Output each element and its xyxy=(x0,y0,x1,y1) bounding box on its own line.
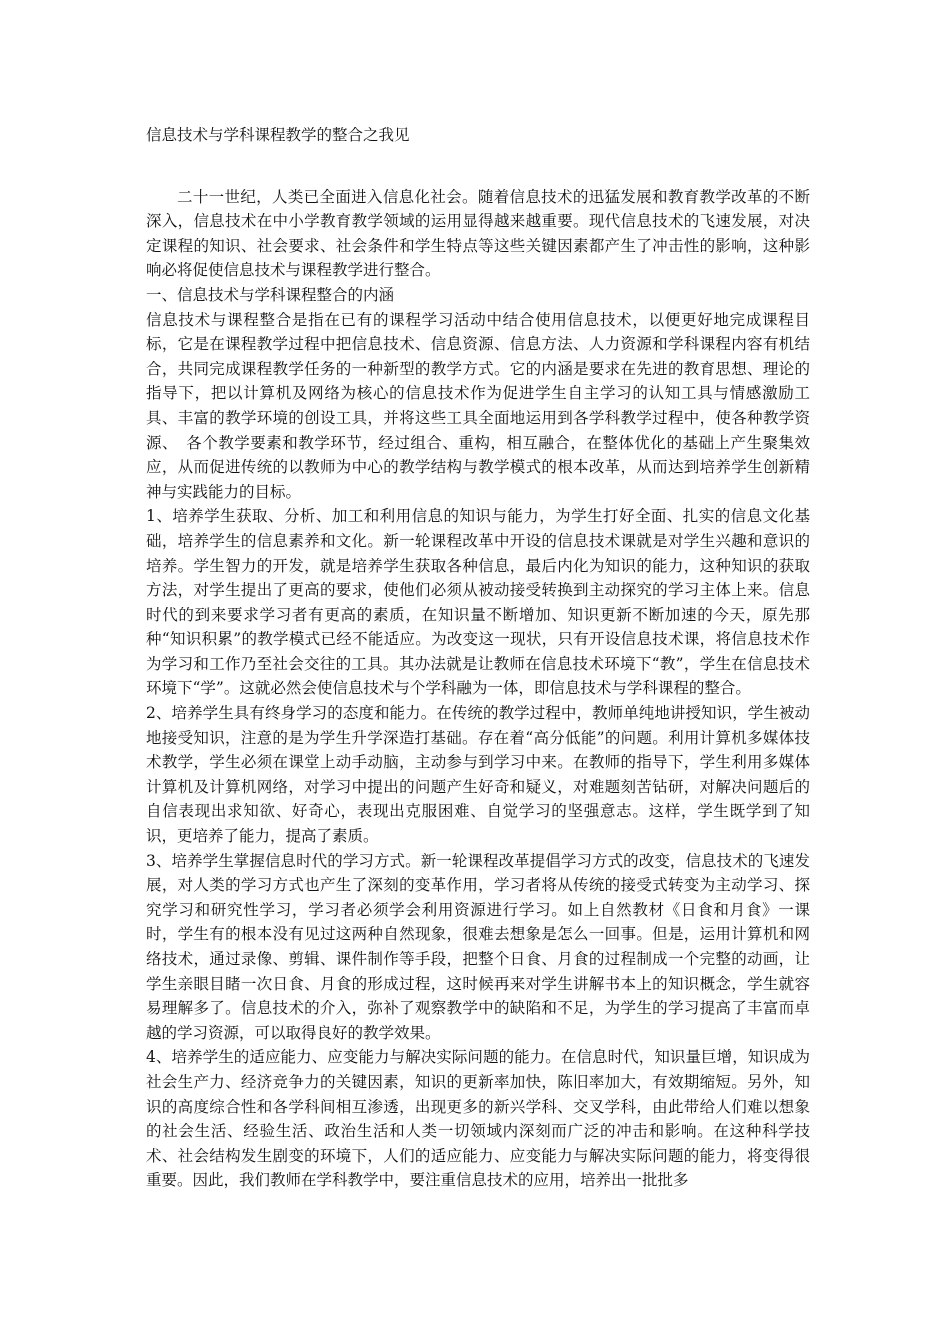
point-2-paragraph: 2、培养学生具有终身学习的态度和能力。在传统的教学过程中，教师单纯地讲授知识，学生被动地接受知识，注意的是为学生升学深造打基础。存在着“高分低能”的问题。利用计算机多媒体技术教学，学生必须在课堂上动手动脑，主动参与到学习中来。在教师的指导下，学生利用多媒体计算机及计算机网络，对学习中提出的问题产生好奇和疑义，对难题刻苦钻研，对解决问题后的自信表现出求知欲、好奇心，表现出克服困难、自觉学习的坚强意志。这样，学生既学到了知识，更培养了能力，提高了素质。 xyxy=(146,704,810,846)
intro-paragraph: 二十一世纪，人类已全面进入信息化社会。随着信息技术的迅猛发展和教育教学改革的不断深入，信息技术在中小学教育教学领域的运用显得越来越重要。现代信息技术的飞速发展，对决定课程的知识、社会要求、社会条件和学生特点等这些关键因素都产生了冲击性的影响，这种影响必将促使信息技术与课程教学进行整合。 xyxy=(146,187,810,280)
document-title: 信息技术与学科课程教学的整合之我见 xyxy=(146,126,410,144)
point-3-paragraph: 3、培养学生掌握信息时代的学习方式。新一轮课程改革提倡学习方式的改变，信息技术的飞速发展，对人类的学习方式也产生了深刻的变革作用，学习者将从传统的接受式转变为主动学习、探究学习和研究性学习，学习者必须学会利用资源进行学习。如上自然教材《日食和月食》一课时，学生有的根本没有见过这两种自然现象，很难去想象是怎么一回事。但是，运用计算机和网络技术，通过录像、剪辑、课件制作等手段，把整个日食、月食的过程制成一个完整的动画，让学生亲眼目睹一次日食、月食的形成过程，这时候再来对学生讲解书本上的知识概念，学生就容易理解多了。信息技术的介入，弥补了观察教学中的缺陷和不足，为学生的学习提高了丰富而卓越的学习资源，可以取得良好的教学效果。 xyxy=(146,851,810,1042)
point-4-paragraph: 4、培养学生的适应能力、应变能力与解决实际问题的能力。在信息时代，知识量巨增，知识成为社会生产力、经济竞争力的关键因素，知识的更新率加快，陈旧率加大，有效期缩短。另外，知识的高度综合性和各学科间相互渗透，出现更多的新兴学科、交叉学科，由此带给人们难以想象的社会生活、经验生活、政治生活和人类一切领域内深刻而广泛的冲击和影响。在这种科学技术、社会结构发生剧变的环境下，人们的适应能力、应变能力与解决实际问题的能力，将变得很重要。因此，我们教师在学科教学中，要注重信息技术的应用，培养出一批批多 xyxy=(146,1048,810,1190)
point-1-paragraph: 1、培养学生获取、分析、加工和利用信息的知识与能力，为学生打好全面、扎实的信息文化基础，培养学生的信息素养和文化。新一轮课程改革中开设的信息技术课就是对学生兴趣和意识的培养。学生智力的开发，就是培养学生获取各种信息，最后内化为知识的能力，这种知识的获取方法，对学生提出了更高的要求，使他们必须从被动接受转换到主动探究的学习主体上来。信息时代的到来要求学习者有更高的素质，在知识量不断增加、知识更新不断加速的今天，原先那种“知识积累”的教学模式已经不能适应。为改变这一现状，只有开设信息技术课，将信息技术作为学习和工作乃至社会交往的工具。其办法就是让教师在信息技术环境下“教”，学生在信息技术环境下“学”。这就必然会使信息技术与个学科融为一体，即信息技术与学科课程的整合。 xyxy=(146,507,810,698)
document-page xyxy=(146,123,810,1193)
section-body-paragraph: 信息技术与课程整合是指在已有的课程学习活动中结合使用信息技术，以便更好地完成课程目标，它是在课程教学过程中把信息技术、信息资源、信息方法、人力资源和学科课程内容有机结合，共同完成课程教学任务的一种新型的教学方式。它的内涵是要求在先进的教育思想、理论的指导下，把以计算机及网络为核心的信息技术作为促进学生自主学习的认知工具与情感激励工具、丰富的教学环境的创设工具，并将这些工具全面地运用到各学科教学过程中，使各种教学资源、 各个教学要素和教学环节，经过组合、重构，相互融合，在整体优化的基础上产生聚集效应，从而促进传统的以教师为中心的教学结构与教学模式的根本改革，从而达到培养学生创新精神与实践能力的目标。 xyxy=(146,310,810,501)
section-heading: 一、信息技术与学科课程整合的内涵 xyxy=(146,285,395,304)
